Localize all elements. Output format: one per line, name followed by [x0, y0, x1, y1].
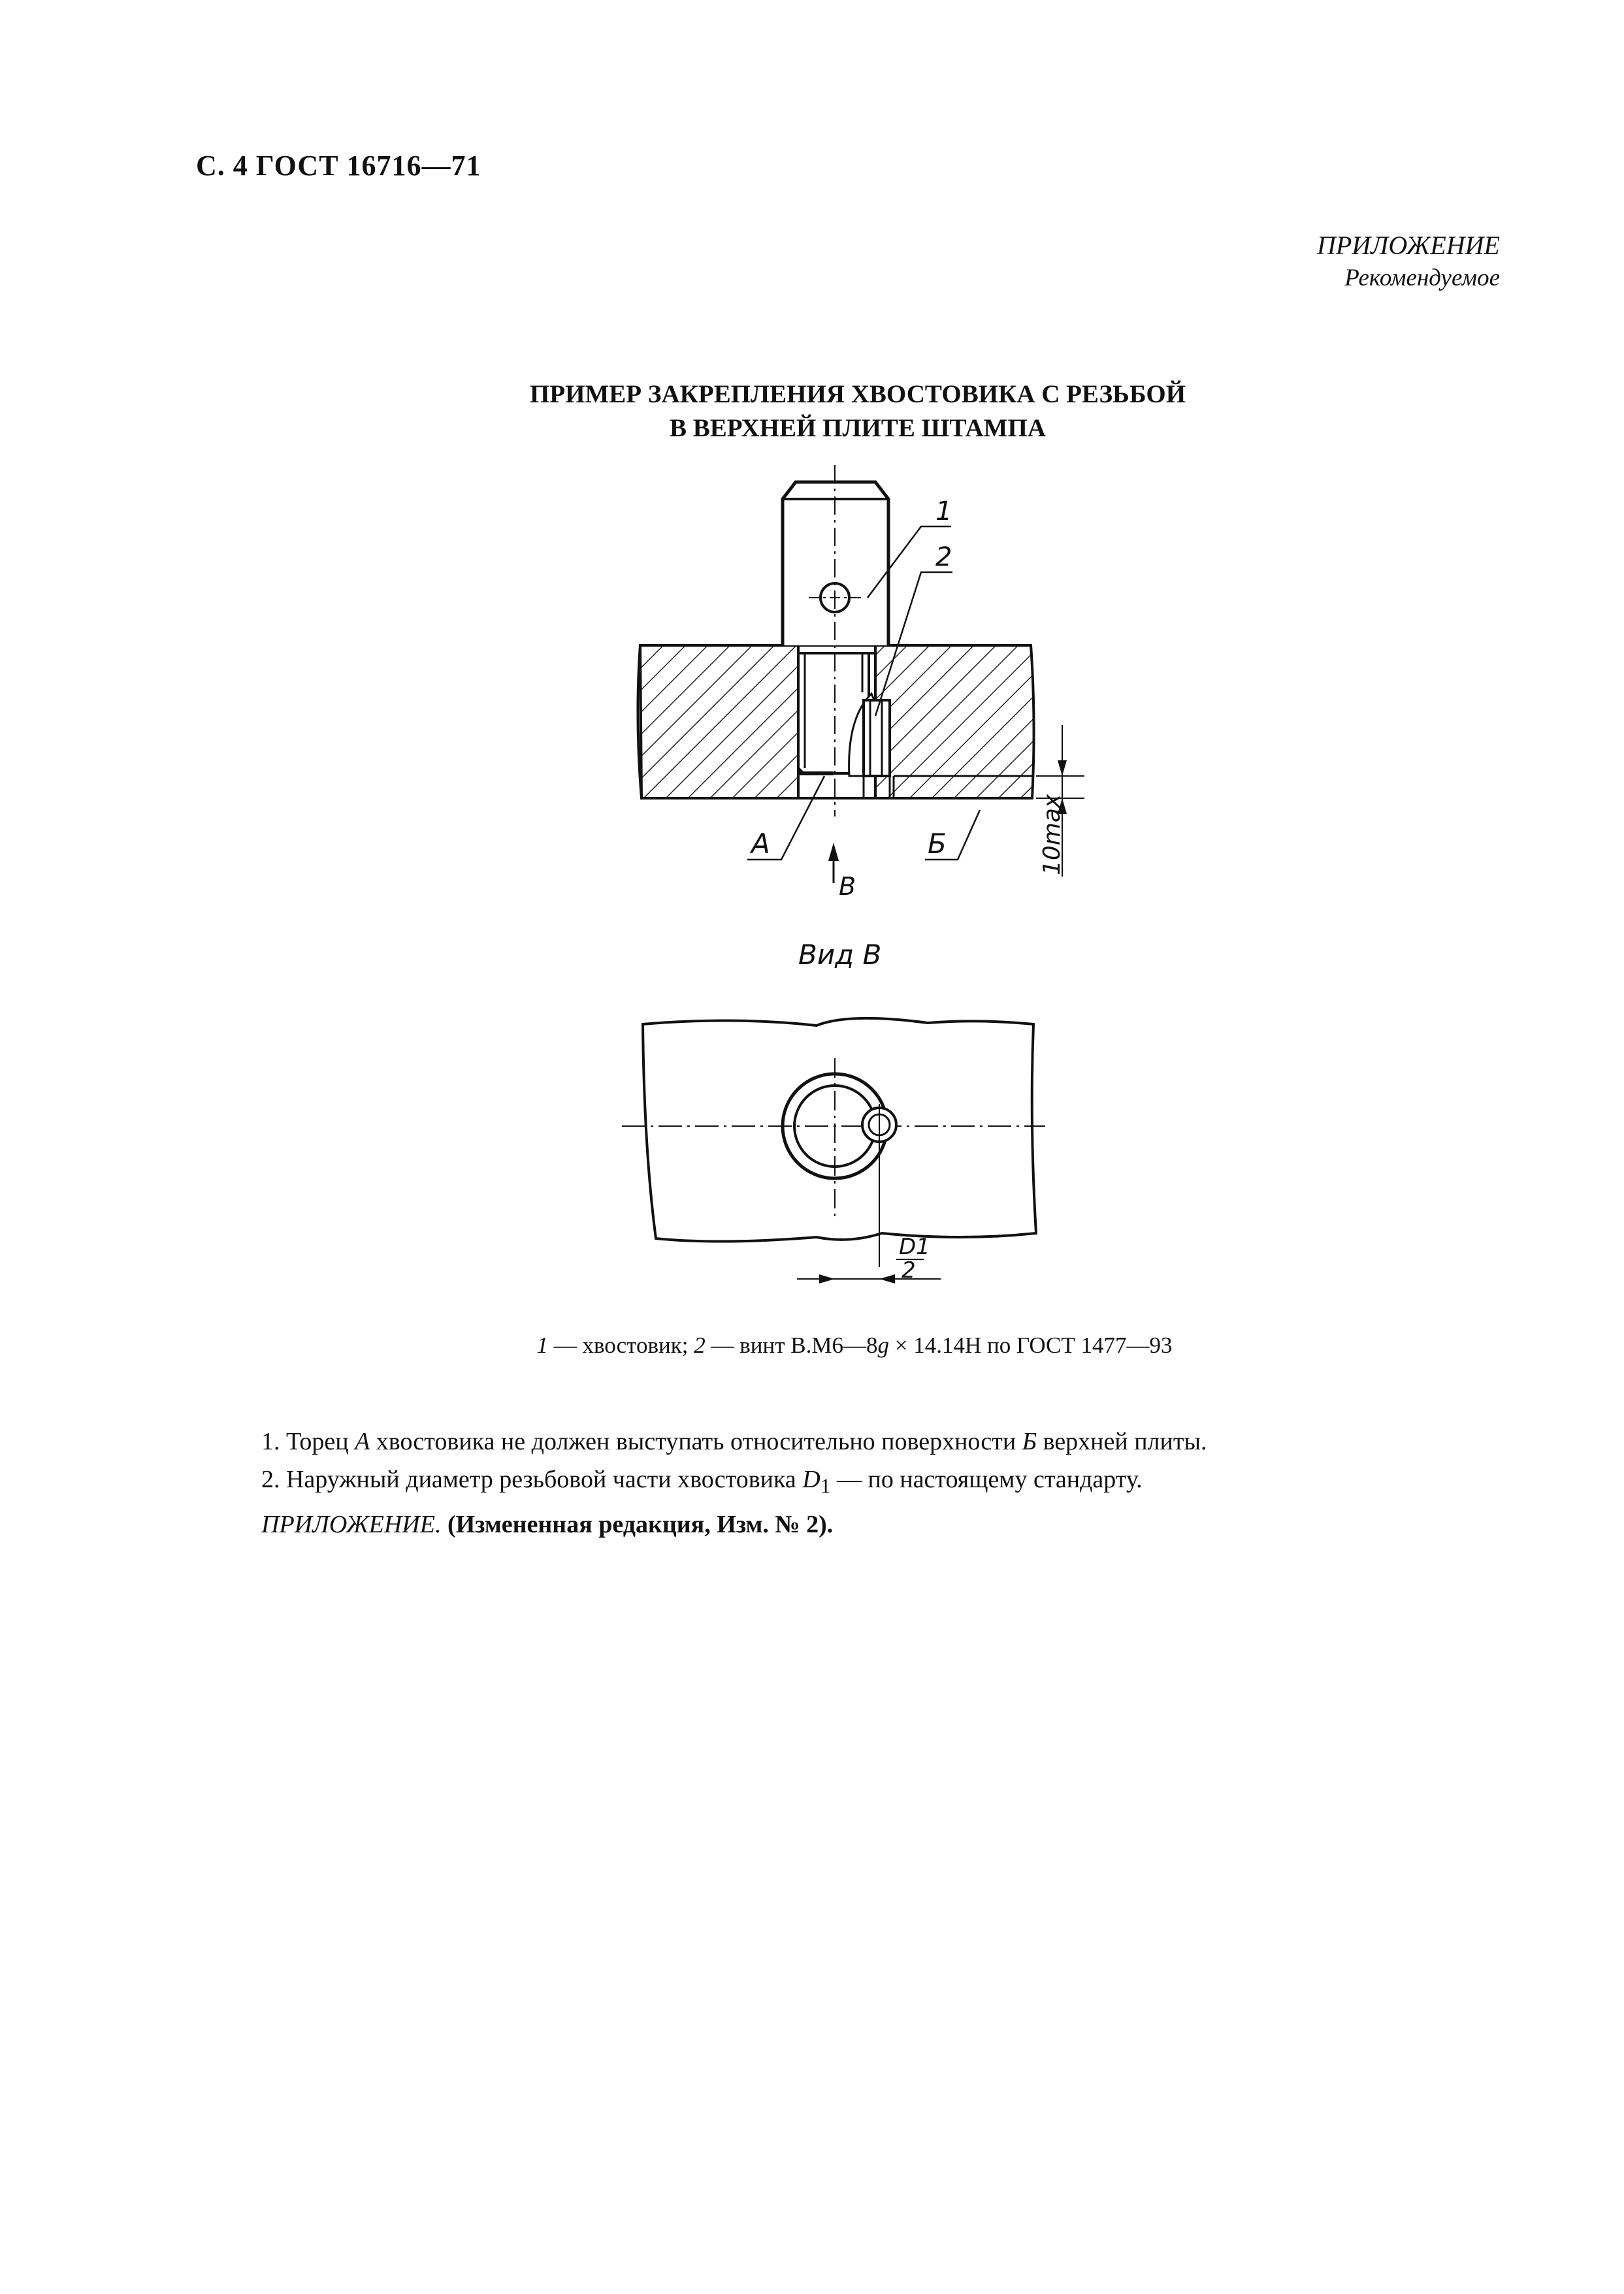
dimension-half-label: 2 [901, 1257, 916, 1284]
dimension-d1-label: D1 [899, 1234, 930, 1260]
figure-title-line-2: В ВЕРХНЕЙ ПЛИТЕ ШТАМПА [669, 414, 1046, 442]
annex-label: ПРИЛОЖЕНИЕ [1317, 231, 1500, 260]
figure-caption [0, 1333, 1624, 1359]
plan-view [622, 1018, 1045, 1284]
dimension-d1-half [797, 1234, 941, 1284]
caption-text-2: — винт В.М6—8 [705, 1333, 878, 1358]
caption-num-1: 1 [536, 1333, 548, 1358]
notes-list [261, 1423, 1207, 1543]
annex-status: Рекомендуемое [1344, 265, 1500, 291]
dimension-10max-label: 10max [1039, 794, 1065, 875]
page-header: С. 4 ГОСТ 16716—71 [196, 150, 481, 182]
view-arrow [828, 843, 856, 901]
plate-section-left [640, 645, 798, 798]
caption-num-2: 2 [694, 1333, 706, 1358]
amendment-note: ПРИЛОЖЕНИЕ. (Измененная редакция, Изм. № 2). [261, 1510, 834, 1538]
callout-1-label: 1 [935, 496, 952, 526]
plan-plate-outline [643, 1018, 1036, 1242]
section-view [638, 465, 1084, 901]
note-item-1: 1. Торец А хвостовика не должен выступать относительно поверхности Б верхней плиты. [261, 1428, 1207, 1455]
dimension-10max [1036, 725, 1084, 877]
view-b-title: Вид В [798, 939, 882, 971]
caption-text-3: × 14.14Н по ГОСТ 1477—93 [888, 1333, 1173, 1358]
callout-2-label: 2 [935, 542, 952, 572]
note-item-2: 2. Наружный диаметр резьбовой части хвостовика $D_1$ — по настоящему стандарту. [261, 1466, 1143, 1498]
figure-title-line-1: ПРИМЕР ЗАКРЕПЛЕНИЯ ХВОСТОВИКА С РЕЗЬБОЙ [529, 380, 1186, 408]
view-arrow-label: В [839, 872, 856, 901]
label-a: А [751, 828, 770, 860]
caption-g: g [877, 1333, 889, 1358]
caption-text-1: — хвостовик; [547, 1333, 694, 1358]
label-b: Б [928, 828, 947, 860]
